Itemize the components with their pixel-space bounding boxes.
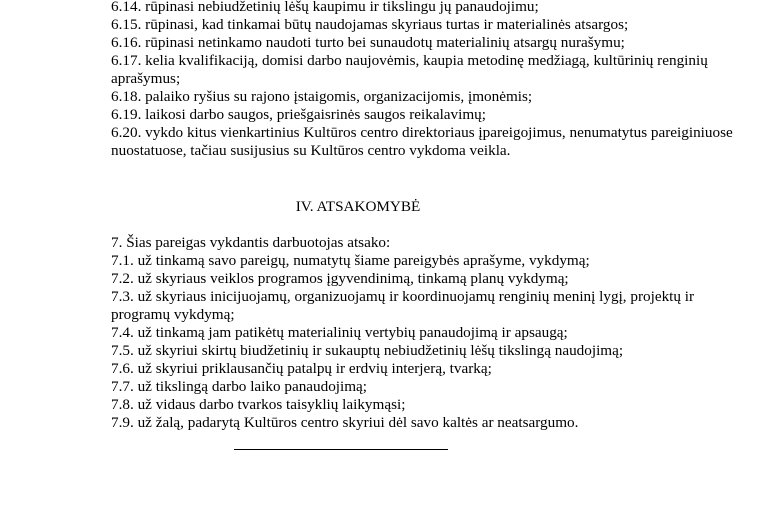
duties-list-continued: [111, 0, 736, 160]
list-item: 7.9. už žalą, padarytą Kultūros centro skyriui dėl savo kaltės ar neatsargumo.: [111, 414, 579, 431]
list-item: 7.3. už skyriaus inicijuojamų, organizuojamų ir koordinuojamų renginių meninį lygį, projektų ir programų vykdymą;: [111, 288, 695, 323]
list-item: 7.5. už skyriui skirtų biudžetinių ir sukauptų nebiudžetinių lėšų tikslingą naudojimą;: [111, 342, 624, 359]
list-item: 6.20. vykdo kitus vienkartinius Kultūros centro direktoriaus įpareigojimus, nenumatytus pareiginiuose nuostatuose, tačiau susijusius su Kultūros centro vykdoma veikla.: [111, 124, 733, 159]
list-item: 7.4. už tinkamą jam patikėtų materialinių vertybių panaudojimą ir apsaugą;: [111, 324, 568, 341]
list-item: 7.8. už vidaus darbo tvarkos taisyklių laikymąsi;: [111, 396, 406, 413]
section-heading: IV. ATSAKOMYBĖ: [295, 198, 421, 215]
responsibility-list: [111, 234, 736, 432]
list-item: 6.14. rūpinasi nebiudžetinių lėšų kaupimu ir tikslingu jų panaudojimu;: [111, 0, 539, 15]
end-divider-line: [234, 449, 448, 450]
list-item: 7.6. už skyriui priklausančių patalpų ir erdvių interjerą, tvarką;: [111, 360, 492, 377]
list-item: 6.17. kelia kvalifikaciją, domisi darbo naujovėmis, kaupia metodinę medžiagą, kultūrinių renginių aprašymus;: [111, 52, 708, 87]
list-item: 7.7. už tikslingą darbo laiko panaudojimą;: [111, 378, 368, 395]
list-item: 6.16. rūpinasi netinkamo naudoti turto bei sunaudotų materialinių atsargų nurašymu;: [111, 34, 625, 51]
list-item: 6.19. laikosi darbo saugos, priešgaisrinės saugos reikalavimų;: [111, 106, 486, 123]
list-item: 7.1. už tinkamą savo pareigų, numatytų šiame pareigybės aprašyme, vykdymą;: [111, 252, 590, 269]
list-item: 6.18. palaiko ryšius su rajono įstaigomis, organizacijomis, įmonėmis;: [111, 88, 533, 105]
list-intro: 7. Šias pareigas vykdantis darbuotojas atsako:: [111, 234, 391, 251]
list-item: 6.15. rūpinasi, kad tinkamai būtų naudojamas skyriaus turtas ir materialinės atsargos;: [111, 16, 629, 33]
list-item: 7.2. už skyriaus veiklos programos įgyvendinimą, tinkamą planų vykdymą;: [111, 270, 569, 287]
